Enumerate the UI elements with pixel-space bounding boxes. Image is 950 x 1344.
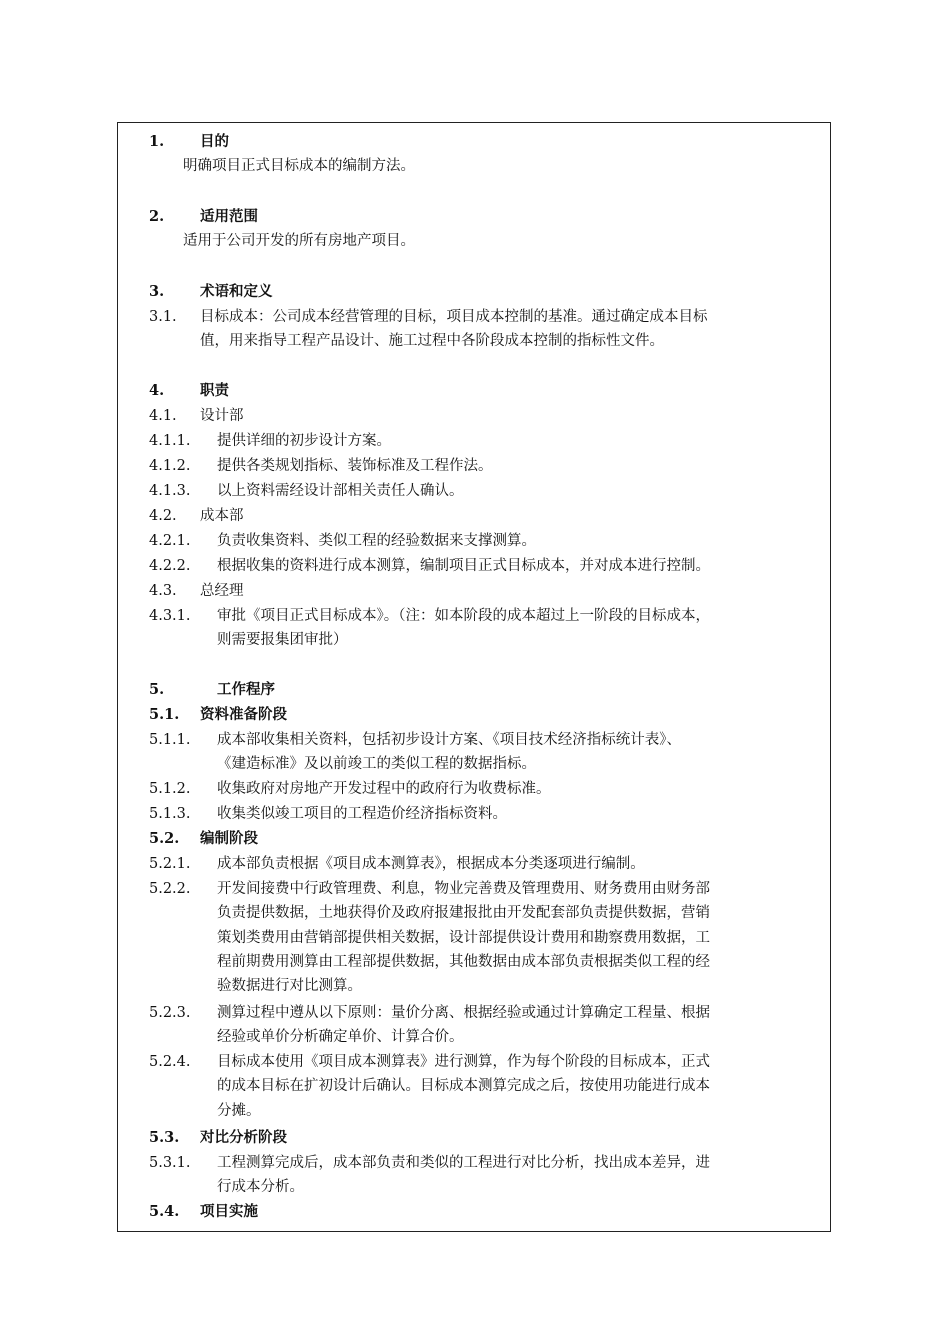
item-3-1-line-1: 目标成本：公司成本经营管理的目标，项目成本控制的基准。通过确定成本目标 (200, 309, 708, 325)
item-4-1-2-text: 提供各类规划指标、装饰标准及工程作法。 (217, 458, 493, 474)
section-2-number: 2. (149, 208, 165, 225)
item-4-1-number: 4.1. (149, 408, 177, 424)
item-4-1-3-number: 4.1.3. (149, 483, 191, 499)
item-5-2-text: 编制阶段 (200, 830, 258, 847)
section-3-number: 3. (149, 283, 165, 300)
item-3-1-line-2: 值，用来指导工程产品设计、施工过程中各阶段成本控制的指标性文件。 (200, 333, 664, 349)
item-5-2-3-number: 5.2.3. (149, 1005, 191, 1021)
item-4-1-2-number: 4.1.2. (149, 458, 191, 474)
section-4-title: 职责 (200, 382, 229, 399)
item-5-4-number: 5.4. (149, 1203, 180, 1220)
item-5-2-number: 5.2. (149, 830, 180, 847)
item-4-2-text: 成本部 (200, 508, 244, 524)
section-1-number: 1. (149, 133, 165, 150)
item-5-2-3-line-1: 测算过程中遵从以下原则：量价分离、根据经验或通过计算确定工程量、根据 (217, 1005, 710, 1021)
section-3-title: 术语和定义 (200, 283, 273, 300)
item-4-1-1-number: 4.1.1. (149, 433, 191, 449)
item-5-2-2-number: 5.2.2. (149, 881, 191, 897)
item-5-1-number: 5.1. (149, 706, 180, 723)
item-5-2-4-line-3: 分摊。 (217, 1103, 261, 1119)
item-4-1-1-text: 提供详细的初步设计方案。 (217, 433, 391, 449)
item-5-2-3-line-2: 经验或单价分析确定单价、计算合价。 (217, 1029, 464, 1045)
item-5-2-2-line-5: 验数据进行对比测算。 (217, 978, 362, 994)
section-4-number: 4. (149, 382, 165, 399)
item-5-3-1-number: 5.3.1. (149, 1155, 191, 1171)
item-5-1-1-line-1: 成本部收集相关资料，包括初步设计方案、《项目技术经济指标统计表》、 (217, 732, 681, 748)
section-1-body: 明确项目正式目标成本的编制方法。 (183, 158, 415, 174)
item-4-1-3-text: 以上资料需经设计部相关责任人确认。 (217, 483, 464, 499)
item-4-3-number: 4.3. (149, 583, 177, 599)
item-5-2-1-number: 5.2.1. (149, 856, 191, 872)
item-4-3-1-line-2: 则需要报集团审批） (217, 632, 348, 648)
section-5-number: 5. (149, 681, 165, 698)
item-4-3-1-number: 4.3.1. (149, 608, 191, 624)
section-2-title: 适用范围 (200, 208, 258, 225)
item-5-1-text: 资料准备阶段 (200, 706, 287, 723)
item-5-2-1-text: 成本部负责根据《项目成本测算表》，根据成本分类逐项进行编制。 (217, 856, 645, 872)
item-5-2-4-line-2: 的成本目标在扩初设计后确认。目标成本测算完成之后，按使用功能进行成本 (217, 1078, 710, 1094)
item-5-3-1-line-1: 工程测算完成后，成本部负责和类似的工程进行对比分析，找出成本差异，进 (217, 1155, 710, 1171)
item-5-3-number: 5.3. (149, 1129, 180, 1146)
item-5-2-2-line-3: 策划类费用由营销部提供相关数据，设计部提供设计费用和勘察费用数据，工 (217, 930, 710, 946)
item-4-3-text: 总经理 (200, 583, 244, 599)
section-1-title: 目的 (200, 133, 229, 150)
item-5-2-2-line-4: 程前期费用测算由工程部提供数据，其他数据由成本部负责根据类似工程的经 (217, 954, 710, 970)
item-5-1-2-text: 收集政府对房地产开发过程中的政府行为收费标准。 (217, 781, 551, 797)
item-5-1-2-number: 5.1.2. (149, 781, 191, 797)
item-5-2-4-number: 5.2.4. (149, 1054, 191, 1070)
item-5-1-1-number: 5.1.1. (149, 732, 191, 748)
item-4-1-text: 设计部 (200, 408, 244, 424)
item-4-2-number: 4.2. (149, 508, 177, 524)
item-4-2-2-number: 4.2.2. (149, 558, 191, 574)
item-5-2-2-line-2: 负责提供数据，土地获得价及政府报建报批由开发配套部负责提供数据，营销 (217, 905, 710, 921)
section-5-title: 工作程序 (217, 681, 275, 698)
item-5-2-4-line-1: 目标成本使用《项目成本测算表》进行测算，作为每个阶段的目标成本，正式 (217, 1054, 710, 1070)
item-5-1-3-text: 收集类似竣工项目的工程造价经济指标资料。 (217, 806, 507, 822)
item-3-1-number: 3.1. (149, 309, 177, 325)
item-4-3-1-line-1: 审批《项目正式目标成本》。（注：如本阶段的成本超过上一阶段的目标成本， (217, 608, 710, 624)
item-4-2-1-number: 4.2.1. (149, 533, 191, 549)
item-5-4-text: 项目实施 (200, 1203, 258, 1220)
item-5-2-2-line-1: 开发间接费中行政管理费、利息，物业完善费及管理费用、财务费用由财务部 (217, 881, 710, 897)
section-2-body: 适用于公司开发的所有房地产项目。 (183, 233, 415, 249)
item-5-3-1-line-2: 行成本分析。 (217, 1179, 304, 1195)
item-5-1-3-number: 5.1.3. (149, 806, 191, 822)
item-5-3-text: 对比分析阶段 (200, 1129, 287, 1146)
item-4-2-1-text: 负责收集资料、类似工程的经验数据来支撑测算。 (217, 533, 536, 549)
item-5-1-1-line-2: 《建造标准》及以前竣工的类似工程的数据指标。 (217, 756, 536, 772)
item-4-2-2-text: 根据收集的资料进行成本测算，编制项目正式目标成本，并对成本进行控制。 (217, 558, 710, 574)
